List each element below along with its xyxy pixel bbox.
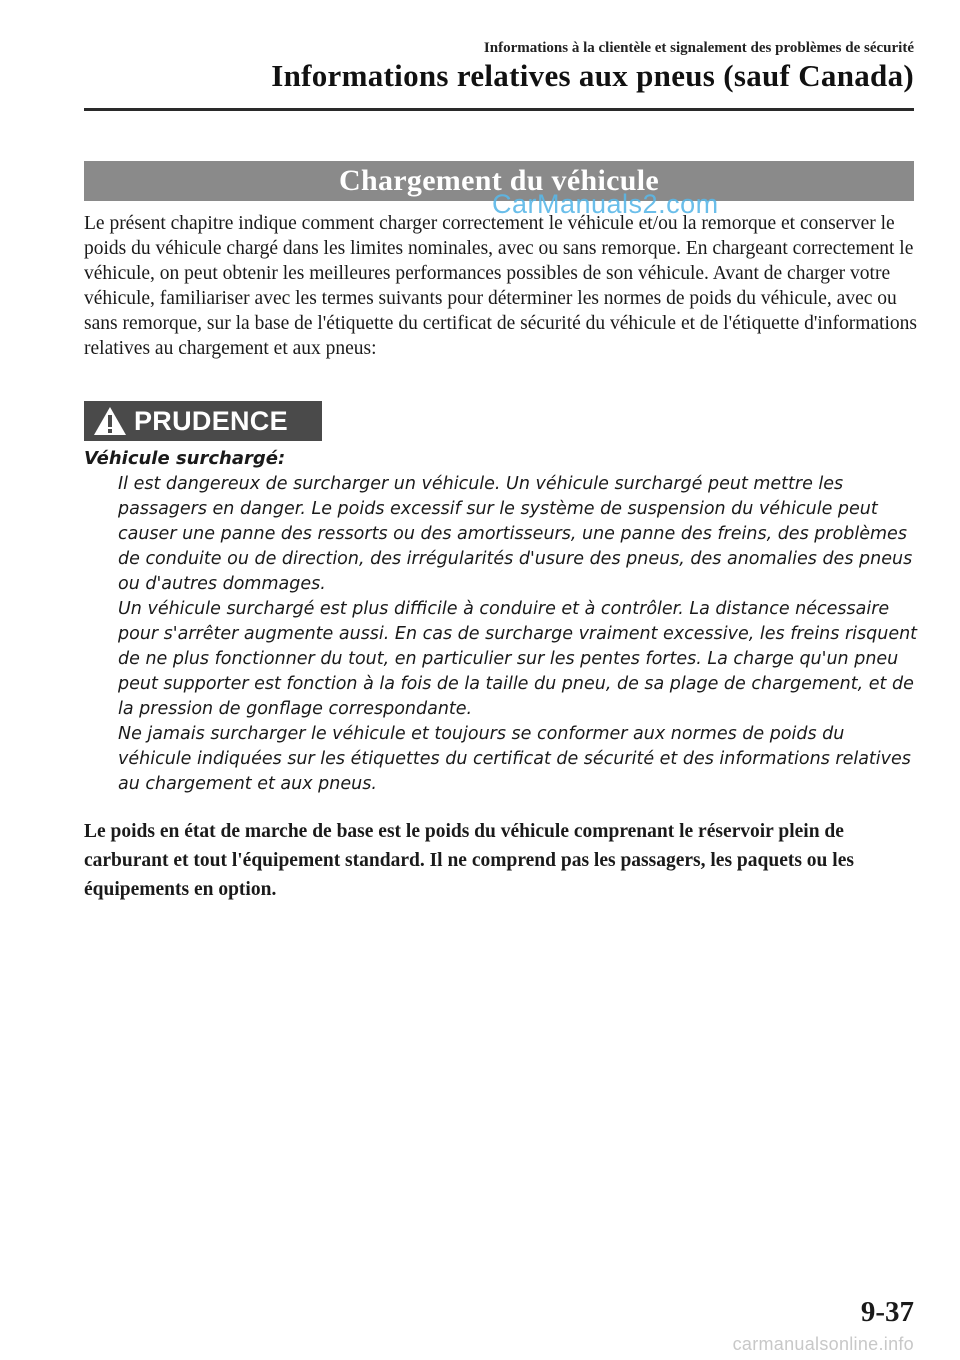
header-divider: [84, 108, 914, 111]
caution-paragraph: Il est dangereux de surcharger un véhicule. Un véhicule surchargé peut mettre les passagers en danger. Le poids excessif sur le système de suspension du véhicule peut causer une panne des ressorts ou des amortisseurs, une panne des freins, des problèmes de conduite ou de direction, des irrégularités d'usure des pneus, des anomalies des pneus ou d'autres dommages.: [118, 474, 913, 594]
page-number: 9-37: [860, 1296, 914, 1328]
header-section-label: Informations à la clientèle et signalement des problèmes de sécurité: [483, 40, 914, 56]
caution-label: PRUDENCE: [134, 405, 288, 436]
section-banner-title: Chargement du véhicule: [339, 164, 659, 197]
base-weight-paragraph: Le poids en état de marche de base est le poids du véhicule comprenant le réservoir plein de carburant et tout l'équipement standard. Il ne comprend pas les passagers, les paquets ou les équipements en option.: [84, 821, 854, 900]
intro-paragraph: Le présent chapitre indique comment charger correctement le véhicule et/ou la remorque et conserver le poids du véhicule chargé dans les limites nominales, avec ou sans remorque. En chargeant correctement le véhicule, on peut obtenir les meilleures performances possibles de son véhicule. Avant de charger votre véhicule, familiariser avec les termes suivants pour déterminer les normes de poids du véhicule, avec ou sans remorque, sur la base de l'étiquette du certificat de sécurité du véhicule et de l'étiquette d'informations relatives au chargement et aux pneus:: [84, 213, 918, 359]
caution-paragraph: Un véhicule surchargé est plus difficile à conduire et à contrôler. La distance nécessaire pour s'arrêter augmente aussi. En cas de surcharge vraiment excessive, les freins risquent de ne plus fonctionner du tout, en particulier sur les pentes fortes. La charge qu'un pneu peut supporter est fonction à la fois de la taille du pneu, de sa plage de chargement, et de la pression de gonflage correspondante.: [118, 599, 918, 719]
caution-body: [118, 472, 918, 797]
watermark-bottom: carmanualsonline.info: [732, 1334, 914, 1354]
watermark-top: CarManuals2.com: [492, 189, 719, 219]
page-title: Informations relatives aux pneus (sauf Canada): [271, 58, 914, 93]
caution-paragraph: Ne jamais surcharger le véhicule et toujours se conformer aux normes de poids du véhicule indiquées sur les étiquettes du certificat de sécurité et des informations relatives au chargement et aux pneus.: [118, 724, 911, 794]
warning-triangle-icon: [92, 405, 128, 437]
caution-tag: [84, 401, 322, 441]
caution-heading: Véhicule surchargé:: [84, 448, 286, 469]
